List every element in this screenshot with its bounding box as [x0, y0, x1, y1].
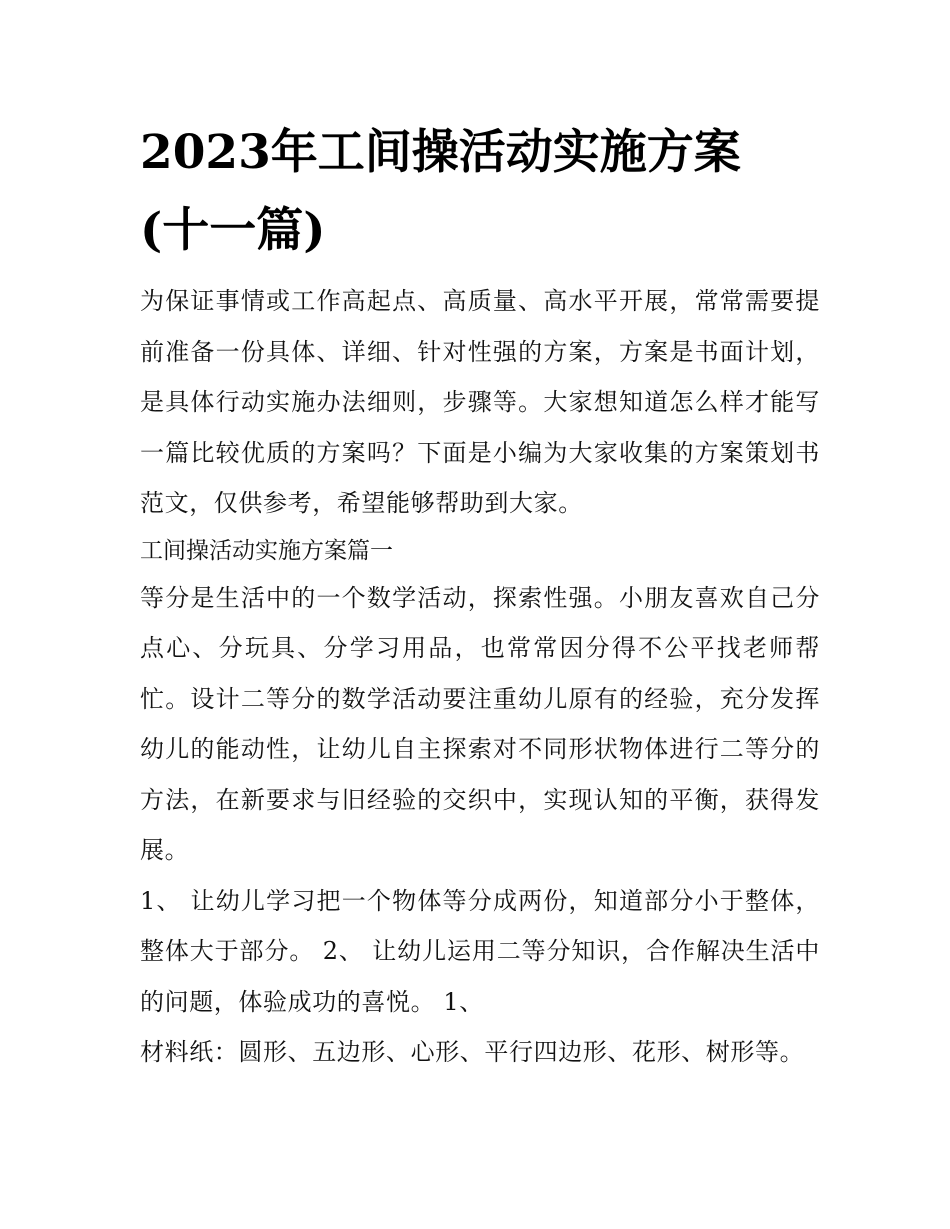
body-paragraph-3: 材料纸：圆形、五边形、心形、平行四边形、花形、树形等。: [140, 1038, 805, 1066]
document-page: [140, 114, 820, 1078]
title-line-1: 2023年工间操活动实施方案: [140, 125, 741, 180]
document-title: [140, 114, 820, 270]
section-heading: 工间操活动实施方案篇一: [140, 537, 393, 564]
body-paragraph-2: 1、 让幼儿学习把一个物体等分成两份，知道部分小于整体，整体大于部分。 2、 让幼儿运用二等分知识，合作解决生活中的问题，体验成功的喜悦。 1、: [140, 886, 820, 1016]
intro-paragraph: 为保证事情或工作高起点、高质量、高水平开展，常常需要提前准备一份具体、详细、针对性强的方案，方案是书面计划，是具体行动实施办法细则，步骤等。大家想知道怎么样才能写一篇比较优质的方案吗？下面是小编为大家收集的方案策划书范文，仅供参考，希望能够帮助到大家。: [140, 287, 820, 517]
title-line-2: (十一篇): [140, 203, 326, 258]
body-paragraph-1: 等分是生活中的一个数学活动，探索性强。小朋友喜欢自己分点心、分玩具、分学习用品，也常常因分得不公平找老师帮忙。设计二等分的数学活动要注重幼儿原有的经验，充分发挥幼儿的能动性，让幼儿自主探索对不同形状物体进行二等分的方法，在新要求与旧经验的交织中，实现认知的平衡，获得发展。: [140, 583, 820, 864]
